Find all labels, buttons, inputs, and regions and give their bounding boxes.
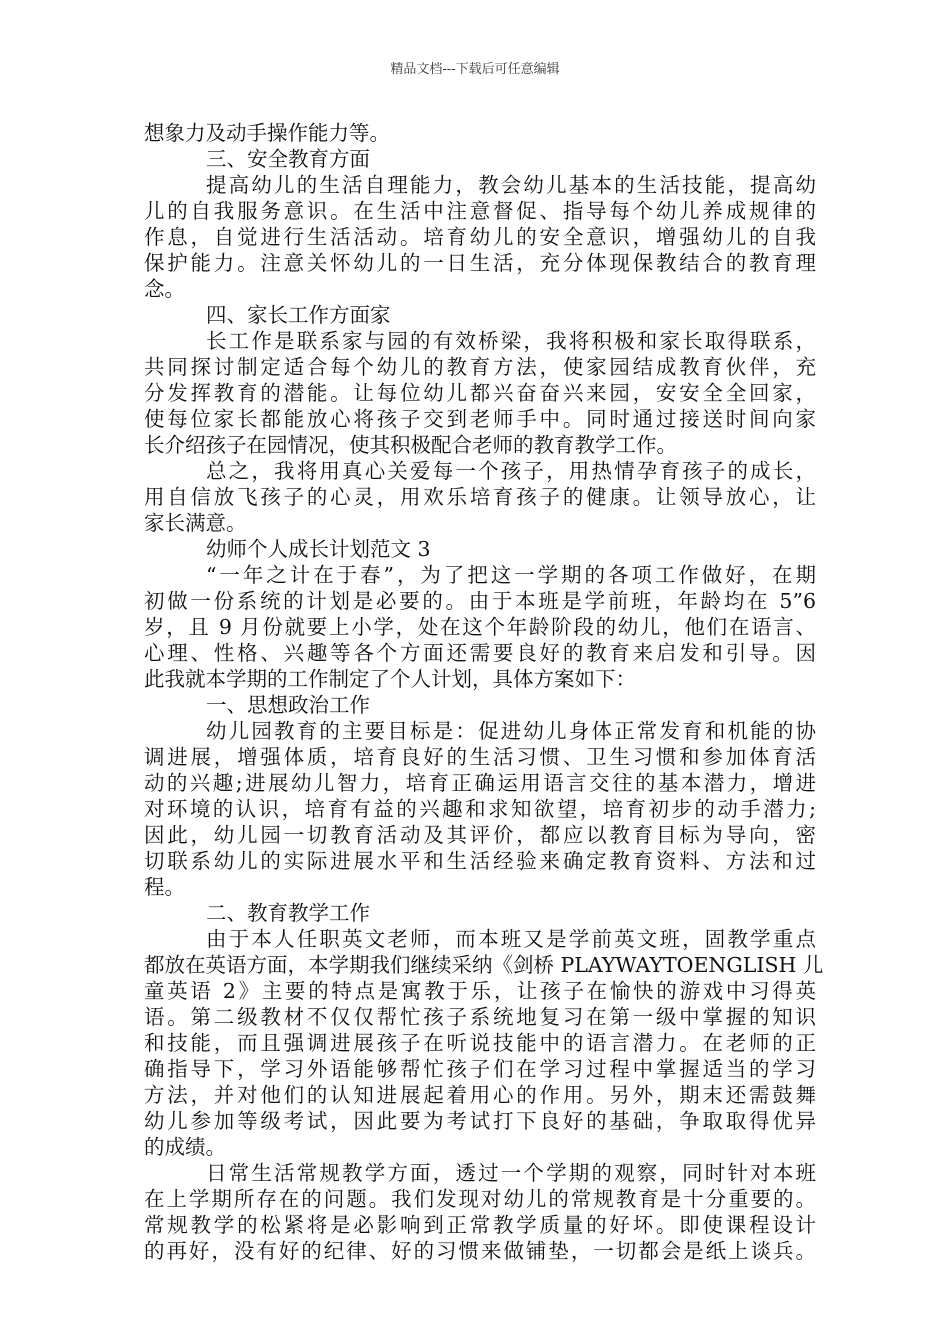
text-line: 由于本人任职英文老师，而本班又是学前英文班，固教学重点	[206, 927, 816, 951]
text-line: 动的兴趣;进展幼儿智力，培育正确运用语言交往的基本潜力，增进	[144, 771, 816, 795]
text-line: 常规教学的松紧将是必影响到正常教学质量的好坏。即使课程设计	[144, 1213, 816, 1237]
text-line: 提高幼儿的生活自理能力，教会幼儿基本的生活技能，提高幼	[206, 173, 816, 197]
text-line: 儿的自我服务意识。在生活中注意督促、指导每个幼儿养成规律的	[144, 199, 816, 223]
text-line: 的成绩。	[144, 1135, 226, 1159]
text-line: 对环境的认识，培育有益的兴趣和求知欲望，培育初步的动手潜力;	[144, 797, 816, 821]
document-body	[144, 120, 824, 1264]
page-header: 精品文档---下载后可任意编辑	[390, 62, 560, 77]
text-line: 确指导下，学习外语能够帮忙孩子们在学习过程中掌握适当的学习	[144, 1057, 816, 1081]
text-line: 幼师个人成长计划范文 3	[206, 537, 431, 561]
text-line: 念。	[144, 277, 185, 301]
text-line: 的再好，没有好的纪律、好的习惯来做铺垫，一切都会是纸上谈兵。	[144, 1239, 816, 1263]
text-line: 切联系幼儿的实际进展水平和生活经验来确定教育资料、方法和过	[144, 849, 816, 873]
text-line: 总之，我将用真心关爱每一个孩子，用热情孕育孩子的成长，	[206, 459, 816, 483]
text-line: 分发挥教育的潜能。让每位幼儿都兴奋奋兴来园，安安全全回家，	[144, 381, 816, 405]
text-line: 四、家长工作方面家	[206, 303, 391, 327]
text-line: 家长满意。	[144, 511, 247, 535]
text-line: 在上学期所存在的问题。我们发现对幼儿的常规教育是十分重要的。	[144, 1187, 816, 1211]
text-line: 共同探讨制定适合每个幼儿的教育方法，使家园结成教育伙伴，充	[144, 355, 816, 379]
text-line: 幼儿参加等级考试，因此要为考试打下良好的基础，争取取得优异	[144, 1109, 816, 1133]
text-line: 岁，且 9 月份就要上小学，处在这个年龄阶段的幼儿，他们在语言、	[144, 615, 816, 639]
text-line: 长工作是联系家与园的有效桥梁，我将积极和家长取得联系，	[206, 329, 816, 353]
text-line: 三、安全教育方面	[206, 147, 370, 171]
text-line: 都放在英语方面，本学期我们继续采纳《剑桥 PLAYWAYTOENGLISH 儿	[144, 953, 824, 977]
text-line: 因此，幼儿园一切教育活动及其评价，都应以教育目标为导向，密	[144, 823, 816, 847]
text-line: 和技能，而且强调进展孩子在听说技能中的语言潜力。在老师的正	[144, 1031, 816, 1055]
text-line: 想象力及动手操作能力等。	[144, 121, 390, 145]
text-line: 语。第二级教材不仅仅帮忙孩子系统地复习在第一级中掌握的知识	[144, 1005, 816, 1029]
text-line: 一、思想政治工作	[206, 693, 370, 717]
text-line: 日常生活常规教学方面，透过一个学期的观察，同时针对本班	[206, 1161, 816, 1185]
text-line: 作息，自觉进行生活活动。培育幼儿的安全意识，增强幼儿的自我	[144, 225, 816, 249]
text-line: 二、教育教学工作	[206, 901, 370, 925]
text-line: 长介绍孩子在园情况，使其积极配合老师的教育教学工作。	[144, 433, 677, 457]
text-line: 心理、性格、兴趣等各个方面还需要良好的教育来启发和引导。因	[144, 641, 816, 665]
text-line: 保护能力。注意关怀幼儿的一日生活，充分体现保教结合的教育理	[144, 251, 816, 275]
text-line: 用自信放飞孩子的心灵，用欢乐培育孩子的健康。让领导放心，让	[144, 485, 816, 509]
text-line: 程。	[144, 875, 185, 899]
text-line: 幼儿园教育的主要目标是：促进幼儿身体正常发育和机能的协	[206, 719, 816, 743]
text-line: 童英语 2》主要的特点是寓教于乐，让孩子在愉快的游戏中习得英	[144, 979, 816, 1003]
text-line: 初做一份系统的计划是必要的。由于本班是学前班，年龄均在 5”6	[144, 589, 816, 613]
text-line: 使每位家长都能放心将孩子交到老师手中。同时通过接送时间向家	[144, 407, 816, 431]
text-line: 方法，并对他们的认知进展起着用心的作用。另外，期末还需鼓舞	[144, 1083, 816, 1107]
text-line: 此我就本学期的工作制定了个人计划，具体方案如下：	[144, 667, 636, 691]
text-line: “一年之计在于春”，为了把这一学期的各项工作做好，在期	[206, 563, 816, 587]
text-line: 调进展，增强体质，培育良好的生活习惯、卫生习惯和参加体育活	[144, 745, 816, 769]
